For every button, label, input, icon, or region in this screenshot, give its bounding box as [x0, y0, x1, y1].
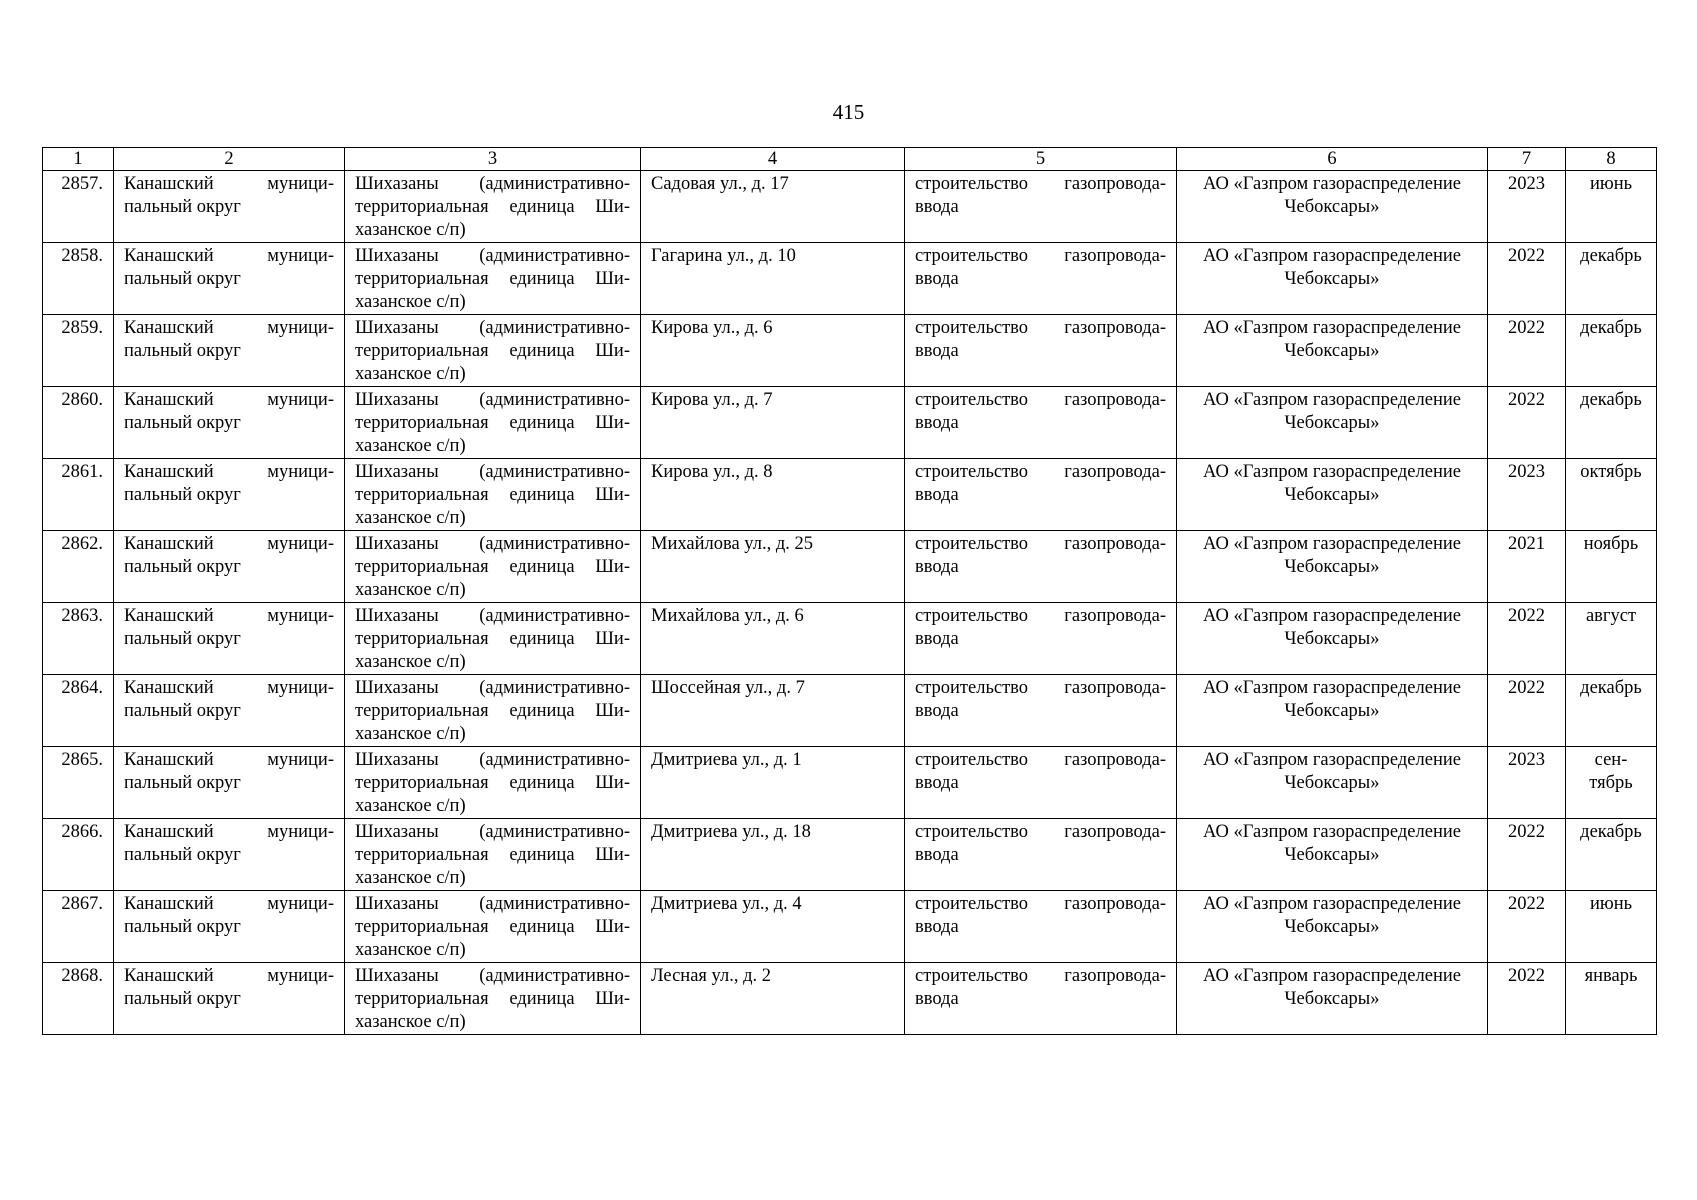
row-number: 2865. — [43, 747, 114, 819]
organization-cell — [1177, 243, 1488, 315]
settlement-line: территориальная единица Ши- — [355, 341, 630, 361]
month-cell — [1566, 603, 1657, 675]
work-line: строительство газопровода- — [915, 966, 1166, 986]
district-line: пальный округ — [124, 197, 241, 217]
settlement-line: Шихазаны (административно- — [355, 750, 630, 770]
work-line: ввода — [915, 773, 959, 793]
table-row — [43, 963, 1657, 1035]
work-line: строительство газопровода- — [915, 822, 1166, 842]
year-cell: 2022 — [1488, 387, 1566, 459]
org-line: Чебоксары» — [1284, 485, 1380, 505]
district-cell — [114, 243, 345, 315]
settlement-line: Шихазаны (административно- — [355, 390, 630, 410]
org-line: Чебоксары» — [1284, 629, 1380, 649]
settlement-cell — [345, 891, 641, 963]
district-line: пальный округ — [124, 485, 241, 505]
work-line: ввода — [915, 485, 959, 505]
row-number: 2862. — [43, 531, 114, 603]
organization-cell — [1177, 747, 1488, 819]
settlement-cell — [345, 747, 641, 819]
settlement-line: хазанское с/п) — [355, 796, 466, 816]
settlement-line: Шихазаны (административно- — [355, 534, 630, 554]
work-line: ввода — [915, 341, 959, 361]
month-line: декабрь — [1580, 318, 1642, 338]
table-row — [43, 171, 1657, 243]
table-row — [43, 315, 1657, 387]
month-line: декабрь — [1580, 822, 1642, 842]
month-line: декабрь — [1580, 246, 1642, 266]
settlement-cell — [345, 387, 641, 459]
work-line: строительство газопровода- — [915, 678, 1166, 698]
settlement-line: хазанское с/п) — [355, 652, 466, 672]
month-cell — [1566, 531, 1657, 603]
table-row — [43, 531, 1657, 603]
address-cell: Дмитриева ул., д. 1 — [641, 747, 905, 819]
settlement-line: хазанское с/п) — [355, 364, 466, 384]
settlement-line: Шихазаны (административно- — [355, 174, 630, 194]
row-number: 2866. — [43, 819, 114, 891]
header-row — [43, 148, 1657, 171]
organization-cell — [1177, 963, 1488, 1035]
district-cell — [114, 315, 345, 387]
org-line: Чебоксары» — [1284, 773, 1380, 793]
district-line: Канашский муници- — [124, 246, 334, 266]
header-col-8: 8 — [1566, 148, 1657, 171]
row-number: 2864. — [43, 675, 114, 747]
year-cell: 2022 — [1488, 243, 1566, 315]
district-line: Канашский муници- — [124, 606, 334, 626]
org-line: Чебоксары» — [1284, 197, 1380, 217]
org-line: АО «Газпром газораспределение — [1203, 390, 1461, 410]
year-cell: 2023 — [1488, 171, 1566, 243]
org-line: АО «Газпром газораспределение — [1203, 822, 1461, 842]
month-line: август — [1585, 606, 1637, 626]
month-cell — [1566, 171, 1657, 243]
work-cell — [905, 171, 1177, 243]
work-line: строительство газопровода- — [915, 390, 1166, 410]
org-line: Чебоксары» — [1284, 557, 1380, 577]
table-header — [43, 148, 1657, 171]
table-row — [43, 603, 1657, 675]
header-col-6: 6 — [1177, 148, 1488, 171]
work-cell — [905, 675, 1177, 747]
org-line: Чебоксары» — [1284, 989, 1380, 1009]
settlement-line: Шихазаны (административно- — [355, 462, 630, 482]
row-number: 2860. — [43, 387, 114, 459]
district-line: Канашский муници- — [124, 318, 334, 338]
district-cell — [114, 891, 345, 963]
work-line: строительство газопровода- — [915, 318, 1166, 338]
settlement-cell — [345, 603, 641, 675]
district-line: Канашский муници- — [124, 534, 334, 554]
settlement-cell — [345, 459, 641, 531]
work-cell — [905, 243, 1177, 315]
district-line: пальный округ — [124, 269, 241, 289]
district-line: пальный округ — [124, 557, 241, 577]
settlement-cell — [345, 315, 641, 387]
settlement-line: Шихазаны (административно- — [355, 246, 630, 266]
settlement-cell — [345, 963, 641, 1035]
settlement-line: хазанское с/п) — [355, 292, 466, 312]
table-row — [43, 891, 1657, 963]
district-line: Канашский муници- — [124, 894, 334, 914]
address-cell: Кирова ул., д. 8 — [641, 459, 905, 531]
work-cell — [905, 963, 1177, 1035]
settlement-line: территориальная единица Ши- — [355, 773, 630, 793]
work-cell — [905, 315, 1177, 387]
organization-cell — [1177, 171, 1488, 243]
month-line: сен- — [1594, 750, 1628, 770]
district-line: пальный округ — [124, 773, 241, 793]
month-cell — [1566, 387, 1657, 459]
address-cell: Лесная ул., д. 2 — [641, 963, 905, 1035]
organization-cell — [1177, 603, 1488, 675]
month-line: ноябрь — [1583, 534, 1639, 554]
address-cell: Шоссейная ул., д. 7 — [641, 675, 905, 747]
row-number: 2858. — [43, 243, 114, 315]
settlement-line: хазанское с/п) — [355, 220, 466, 240]
work-line: ввода — [915, 269, 959, 289]
header-col-4: 4 — [641, 148, 905, 171]
month-cell — [1566, 963, 1657, 1035]
table-row — [43, 675, 1657, 747]
address-cell: Кирова ул., д. 7 — [641, 387, 905, 459]
district-line: Канашский муници- — [124, 462, 334, 482]
table-body — [43, 171, 1657, 1035]
district-cell — [114, 171, 345, 243]
settlement-line: Шихазаны (административно- — [355, 606, 630, 626]
district-line: пальный округ — [124, 629, 241, 649]
org-line: АО «Газпром газораспределение — [1203, 606, 1461, 626]
settlement-cell — [345, 531, 641, 603]
address-cell: Кирова ул., д. 6 — [641, 315, 905, 387]
org-line: АО «Газпром газораспределение — [1203, 246, 1461, 266]
organization-cell — [1177, 891, 1488, 963]
settlement-line: хазанское с/п) — [355, 940, 466, 960]
district-cell — [114, 963, 345, 1035]
org-line: Чебоксары» — [1284, 269, 1380, 289]
month-line: январь — [1584, 966, 1638, 986]
organization-cell — [1177, 459, 1488, 531]
org-line: АО «Газпром газораспределение — [1203, 174, 1461, 194]
settlement-line: Шихазаны (административно- — [355, 966, 630, 986]
org-line: АО «Газпром газораспределение — [1203, 894, 1461, 914]
table-row — [43, 387, 1657, 459]
header-col-3: 3 — [345, 148, 641, 171]
district-cell — [114, 747, 345, 819]
month-cell — [1566, 315, 1657, 387]
work-line: ввода — [915, 413, 959, 433]
settlement-line: территориальная единица Ши- — [355, 989, 630, 1009]
address-cell: Садовая ул., д. 17 — [641, 171, 905, 243]
settlement-line: хазанское с/п) — [355, 1012, 466, 1032]
district-cell — [114, 387, 345, 459]
settlement-line: территориальная единица Ши- — [355, 269, 630, 289]
work-line: ввода — [915, 917, 959, 937]
work-cell — [905, 603, 1177, 675]
settlement-line: Шихазаны (административно- — [355, 822, 630, 842]
row-number: 2868. — [43, 963, 114, 1035]
page-number: 415 — [832, 100, 865, 124]
org-line: АО «Газпром газораспределение — [1203, 966, 1461, 986]
month-cell — [1566, 747, 1657, 819]
month-cell — [1566, 891, 1657, 963]
org-line: АО «Газпром газораспределение — [1203, 318, 1461, 338]
district-line: Канашский муници- — [124, 390, 334, 410]
month-line: тябрь — [1589, 773, 1633, 793]
district-line: Канашский муници- — [124, 966, 334, 986]
org-line: Чебоксары» — [1284, 413, 1380, 433]
table-row — [43, 819, 1657, 891]
district-line: пальный округ — [124, 845, 241, 865]
district-cell — [114, 531, 345, 603]
work-line: строительство газопровода- — [915, 174, 1166, 194]
month-cell — [1566, 459, 1657, 531]
work-cell — [905, 819, 1177, 891]
month-cell — [1566, 243, 1657, 315]
settlement-cell — [345, 819, 641, 891]
month-line: декабрь — [1580, 678, 1642, 698]
org-line: Чебоксары» — [1284, 701, 1380, 721]
settlement-cell — [345, 171, 641, 243]
table-row — [43, 459, 1657, 531]
work-line: строительство газопровода- — [915, 894, 1166, 914]
organization-cell — [1177, 531, 1488, 603]
district-cell — [114, 603, 345, 675]
year-cell: 2021 — [1488, 531, 1566, 603]
org-line: Чебоксары» — [1284, 341, 1380, 361]
year-cell: 2022 — [1488, 963, 1566, 1035]
district-line: Канашский муници- — [124, 750, 334, 770]
address-cell: Дмитриева ул., д. 4 — [641, 891, 905, 963]
year-cell: 2023 — [1488, 459, 1566, 531]
year-cell: 2022 — [1488, 891, 1566, 963]
work-line: ввода — [915, 701, 959, 721]
address-cell: Гагарина ул., д. 10 — [641, 243, 905, 315]
settlement-line: территориальная единица Ши- — [355, 917, 630, 937]
settlement-line: Шихазаны (административно- — [355, 894, 630, 914]
settlement-line: территориальная единица Ши- — [355, 845, 630, 865]
registry-table — [42, 147, 1657, 1035]
month-line: июнь — [1589, 174, 1633, 194]
settlement-line: хазанское с/п) — [355, 724, 466, 744]
header-col-5: 5 — [905, 148, 1177, 171]
district-line: Канашский муници- — [124, 822, 334, 842]
settlement-line: хазанское с/п) — [355, 436, 466, 456]
work-line: строительство газопровода- — [915, 246, 1166, 266]
year-cell: 2022 — [1488, 819, 1566, 891]
row-number: 2867. — [43, 891, 114, 963]
work-line: ввода — [915, 989, 959, 1009]
work-cell — [905, 387, 1177, 459]
row-number: 2859. — [43, 315, 114, 387]
month-line: декабрь — [1580, 390, 1642, 410]
month-line: июнь — [1589, 894, 1633, 914]
district-line: пальный округ — [124, 989, 241, 1009]
settlement-line: хазанское с/п) — [355, 508, 466, 528]
row-number: 2861. — [43, 459, 114, 531]
district-line: пальный округ — [124, 341, 241, 361]
row-number: 2857. — [43, 171, 114, 243]
year-cell: 2022 — [1488, 675, 1566, 747]
settlement-line: хазанское с/п) — [355, 580, 466, 600]
work-line: ввода — [915, 197, 959, 217]
work-line: ввода — [915, 557, 959, 577]
district-line: Канашский муници- — [124, 678, 334, 698]
table-row — [43, 243, 1657, 315]
org-line: АО «Газпром газораспределение — [1203, 750, 1461, 770]
org-line: Чебоксары» — [1284, 917, 1380, 937]
year-cell: 2022 — [1488, 315, 1566, 387]
header-col-1: 1 — [43, 148, 114, 171]
org-line: Чебоксары» — [1284, 845, 1380, 865]
district-line: пальный округ — [124, 413, 241, 433]
settlement-line: территориальная единица Ши- — [355, 485, 630, 505]
work-line: строительство газопровода- — [915, 606, 1166, 626]
work-line: ввода — [915, 845, 959, 865]
address-cell: Дмитриева ул., д. 18 — [641, 819, 905, 891]
organization-cell — [1177, 675, 1488, 747]
settlement-line: Шихазаны (административно- — [355, 318, 630, 338]
month-cell — [1566, 675, 1657, 747]
settlement-line: территориальная единица Ши- — [355, 557, 630, 577]
year-cell: 2023 — [1488, 747, 1566, 819]
district-cell — [114, 459, 345, 531]
month-cell — [1566, 819, 1657, 891]
year-cell: 2022 — [1488, 603, 1566, 675]
org-line: АО «Газпром газораспределение — [1203, 534, 1461, 554]
work-line: строительство газопровода- — [915, 750, 1166, 770]
table-row — [43, 747, 1657, 819]
district-line: пальный округ — [124, 701, 241, 721]
work-cell — [905, 747, 1177, 819]
district-cell — [114, 675, 345, 747]
header-col-2: 2 — [114, 148, 345, 171]
work-cell — [905, 531, 1177, 603]
org-line: АО «Газпром газораспределение — [1203, 678, 1461, 698]
district-line: пальный округ — [124, 917, 241, 937]
settlement-line: территориальная единица Ши- — [355, 413, 630, 433]
organization-cell — [1177, 315, 1488, 387]
header-col-7: 7 — [1488, 148, 1566, 171]
work-cell — [905, 891, 1177, 963]
work-line: ввода — [915, 629, 959, 649]
address-cell: Михайлова ул., д. 25 — [641, 531, 905, 603]
org-line: АО «Газпром газораспределение — [1203, 462, 1461, 482]
organization-cell — [1177, 387, 1488, 459]
work-cell — [905, 459, 1177, 531]
district-line: Канашский муници- — [124, 174, 334, 194]
organization-cell — [1177, 819, 1488, 891]
work-line: строительство газопровода- — [915, 462, 1166, 482]
settlement-line: территориальная единица Ши- — [355, 701, 630, 721]
row-number: 2863. — [43, 603, 114, 675]
settlement-cell — [345, 243, 641, 315]
work-line: строительство газопровода- — [915, 534, 1166, 554]
address-cell: Михайлова ул., д. 6 — [641, 603, 905, 675]
settlement-line: территориальная единица Ши- — [355, 629, 630, 649]
settlement-line: Шихазаны (административно- — [355, 678, 630, 698]
settlement-line: территориальная единица Ши- — [355, 197, 630, 217]
month-line: октябрь — [1580, 462, 1642, 482]
district-cell — [114, 819, 345, 891]
settlement-line: хазанское с/п) — [355, 868, 466, 888]
settlement-cell — [345, 675, 641, 747]
